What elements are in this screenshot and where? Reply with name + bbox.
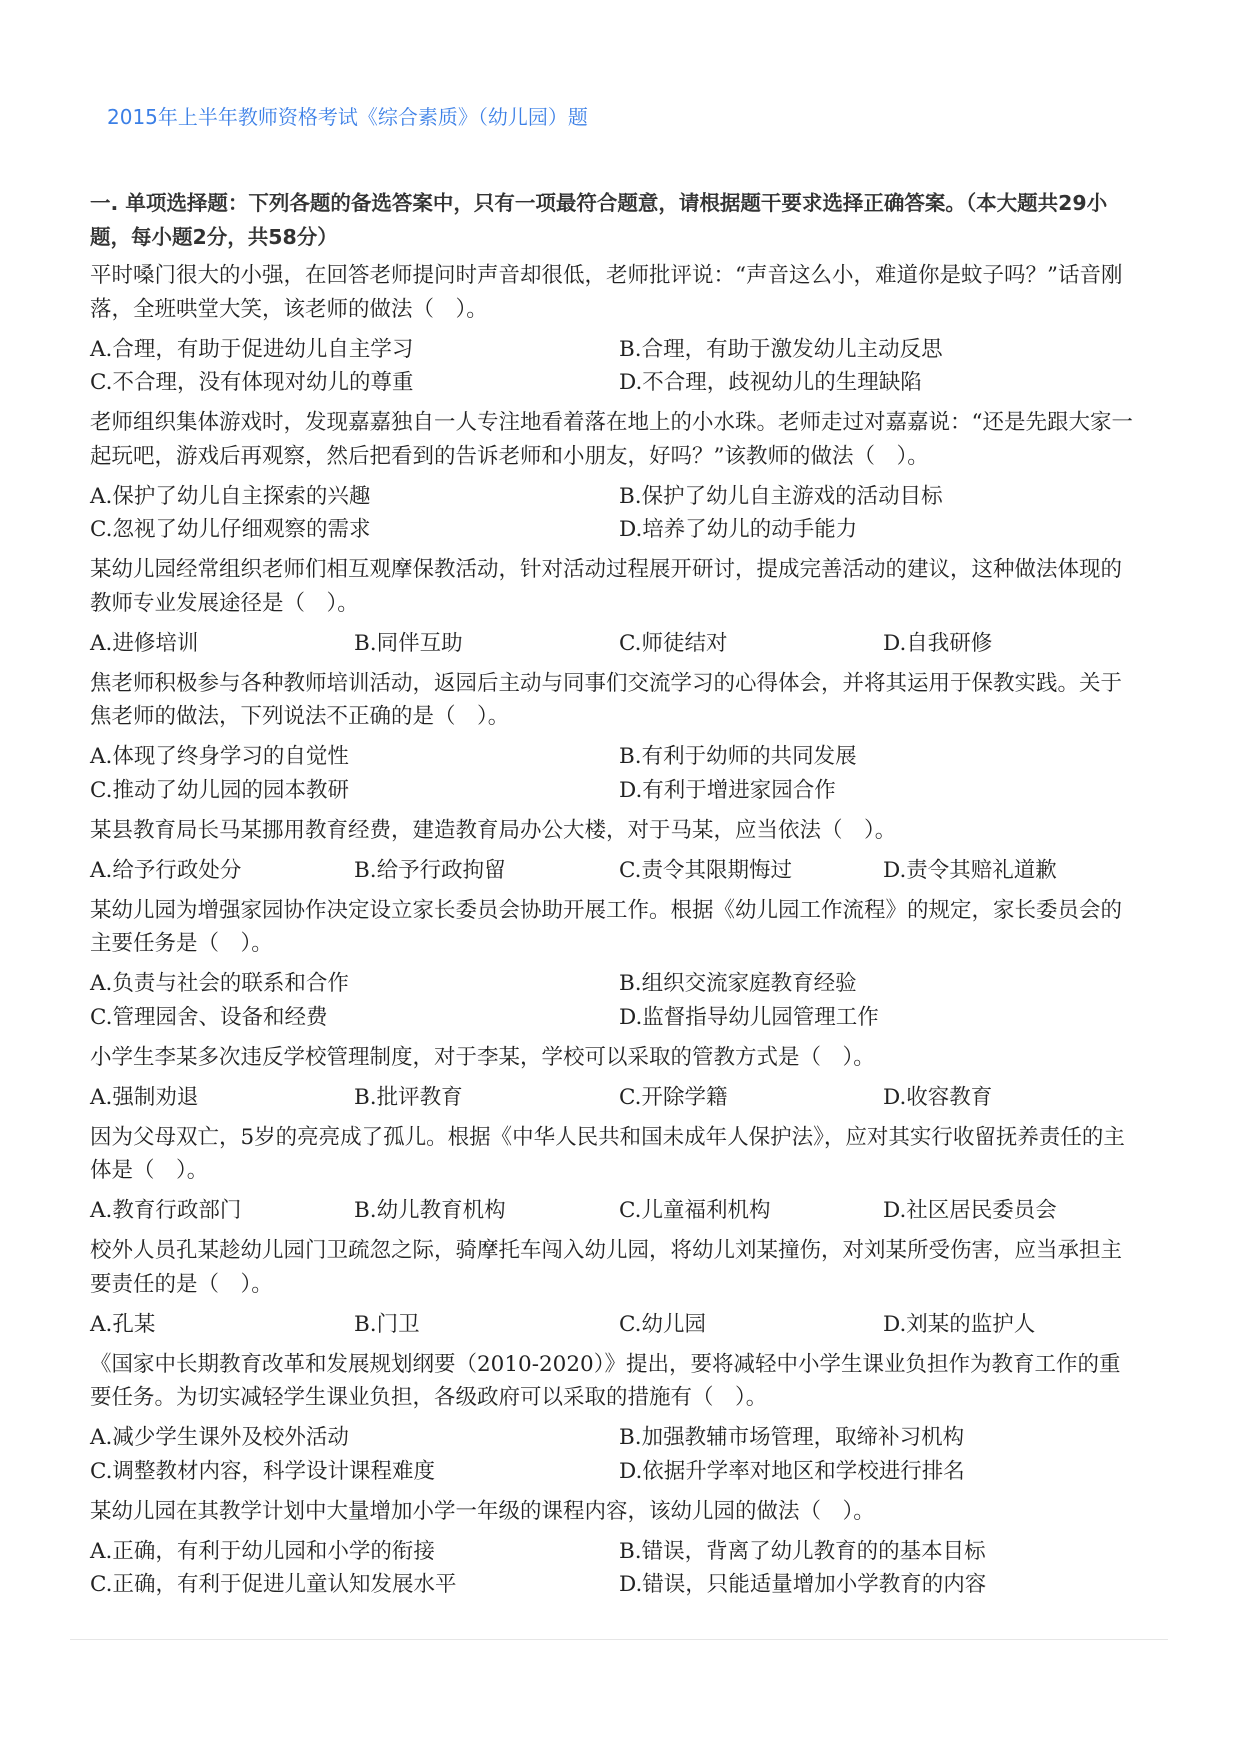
option-list	[0, 1421, 1240, 1488]
option-list	[0, 627, 1240, 661]
option-list	[0, 967, 1240, 1034]
question-text: 某幼儿园在其教学计划中大量增加小学一年级的课程内容，该幼儿园的做法（ ）。	[90, 1498, 875, 1524]
question-stem	[0, 1495, 1140, 1529]
question-item	[0, 1121, 1240, 1228]
question-item	[0, 259, 1240, 400]
option-list	[0, 333, 1240, 400]
section-heading: 一. 单项选择题：下列各题的备选答案中，只有一项最符合题意，请根据题干要求选择正确答案。（本大题共29小题，每小题2分，共58分）	[90, 191, 1108, 249]
option-list	[0, 1535, 1240, 1602]
answer-option: D.社区居民委员会	[883, 1198, 1057, 1223]
question-text: 小学生李某多次违反学校管理制度，对于李某，学校可以采取的管教方式是（ ）。	[90, 1044, 875, 1070]
answer-option: B.组织交流家庭教育经验	[619, 971, 857, 996]
question-text: 校外人员孔某趁幼儿园门卫疏忽之际，骑摩托车闯入幼儿园，将幼儿刘某撞伤，对刘某所受伤害，应当承担主要责任的是（ ）。	[90, 1238, 1123, 1297]
answer-option: C.不合理，没有体现对幼儿的尊重	[90, 370, 414, 395]
option-list	[0, 740, 1240, 807]
question-item	[0, 814, 1240, 888]
answer-option: D.依据升学率对地区和学校进行排名	[619, 1458, 965, 1484]
answer-option: B.有利于幼师的共同发展	[619, 744, 857, 769]
answer-option: A.给予行政处分	[90, 857, 242, 883]
question-text: 老师组织集体游戏时，发现嘉嘉独自一人专注地看着落在地上的小水珠。老师走过对嘉嘉说：“还是先跟大家一起玩吧，游戏后再观察，然后把看到的告诉老师和小朋友，好吗？”该教师的做法（ ）。	[90, 410, 1133, 469]
answer-option: B.幼儿教育机构	[354, 1198, 506, 1223]
question-item	[0, 1348, 1240, 1489]
question-stem	[0, 814, 1140, 848]
answer-option: A.孔某	[90, 1311, 156, 1337]
question-text: 因为父母双亡，5岁的亮亮成了孤儿。根据《中华人民共和国未成年人保护法》，应对其实行收留抚养责任的主体是（ ）。	[90, 1124, 1125, 1183]
answer-option: C.推动了幼儿园的园本教研	[90, 777, 350, 803]
question-item	[0, 406, 1240, 547]
answer-option: A.减少学生课外及校外活动	[90, 1425, 349, 1450]
answer-option: A.合理，有助于促进幼儿自主学习	[90, 336, 414, 362]
question-text: 平时嗓门很大的小强，在回答老师提问时声音却很低，老师批评说：“声音这么小，难道你是蚊子吗？”话音刚落，全班哄堂大笑，该老师的做法（ ）。	[90, 263, 1123, 322]
answer-option: B.批评教育	[354, 1084, 463, 1110]
question-item	[0, 1041, 1240, 1115]
answer-option: C.管理园舍、设备和经费	[90, 1004, 328, 1030]
answer-option: C.责令其限期悔过	[619, 857, 793, 883]
answer-option: D.有利于增进家园合作	[619, 777, 836, 803]
question-stem	[0, 1348, 1140, 1415]
question-list	[0, 259, 1240, 1608]
answer-option: C.开除学籍	[619, 1084, 728, 1110]
question-text: 某幼儿园为增强家园协作决定设立家长委员会协助开展工作。根据《幼儿园工作流程》的规定，家长委员会的主要任务是（ ）。	[90, 897, 1123, 956]
option-list	[0, 1194, 1240, 1228]
answer-option: A.进修培训	[90, 630, 199, 656]
question-stem	[0, 406, 1140, 473]
question-stem	[0, 259, 1140, 326]
question-stem	[0, 553, 1140, 620]
answer-option: C.儿童福利机构	[619, 1198, 771, 1223]
answer-option: C.师徒结对	[619, 630, 728, 656]
answer-option: A.体现了终身学习的自觉性	[90, 744, 349, 769]
question-text: 某县教育局长马某挪用教育经费，建造教育局办公大楼，对于马某，应当依法（ ）。	[90, 817, 897, 843]
question-text: 某幼儿园经常组织老师们相互观摩保教活动，针对活动过程展开研讨，提成完善活动的建议，这种做法体现的教师专业发展途径是（ ）。	[90, 557, 1123, 616]
answer-option: A.保护了幼儿自主探索的兴趣	[90, 483, 371, 509]
answer-option: D.自我研修	[883, 630, 993, 656]
answer-option: B.加强教辅市场管理，取缔补习机构	[619, 1425, 965, 1450]
question-stem	[0, 1234, 1140, 1301]
question-text: 《国家中长期教育改革和发展规划纲要（2010-2020）》提出，要将减轻中小学生课业负担作为教育工作的重要任务。为切实减轻学生课业负担，各级政府可以采取的措施有（ ）。	[90, 1351, 1121, 1410]
answer-option: A.负责与社会的联系和合作	[90, 971, 349, 996]
answer-option: C.正确，有利于促进儿童认知发展水平	[90, 1572, 457, 1597]
option-list	[0, 480, 1240, 547]
question-text: 焦老师积极参与各种教师培训活动，返园后主动与同事们交流学习的心得体会，并将其运用于保教实践。关于焦老师的做法，下列说法不正确的是（ ）。	[90, 670, 1123, 729]
question-item	[0, 1495, 1240, 1602]
answer-option: B.给予行政拘留	[354, 857, 506, 883]
answer-option: C.调整教材内容，科学设计课程难度	[90, 1458, 436, 1484]
page-divider	[70, 1639, 1168, 1640]
option-list	[0, 1308, 1240, 1342]
answer-option: A.教育行政部门	[90, 1198, 242, 1223]
question-stem	[0, 894, 1140, 961]
answer-option: C.幼儿园	[619, 1311, 707, 1337]
answer-option: B.门卫	[354, 1311, 420, 1337]
answer-option: B.错误，背离了幼儿教育的的基本目标	[619, 1538, 986, 1564]
question-stem	[0, 1041, 1140, 1075]
answer-option: B.合理，有助于激发幼儿主动反思	[619, 336, 943, 362]
question-item	[0, 1234, 1240, 1341]
answer-option: C.忽视了幼儿仔细观察的需求	[90, 517, 371, 542]
answer-option: D.收容教育	[883, 1084, 993, 1110]
answer-option: A.强制劝退	[90, 1084, 199, 1110]
answer-option: D.不合理，歧视幼儿的生理缺陷	[619, 370, 922, 395]
question-item	[0, 894, 1240, 1035]
option-list	[0, 854, 1240, 888]
document-title: 2015年上半年教师资格考试《综合素质》（幼儿园）题	[107, 105, 588, 129]
answer-option: D.监督指导幼儿园管理工作	[619, 1004, 879, 1030]
question-stem	[0, 1121, 1140, 1188]
answer-option: D.责令其赔礼道歉	[883, 857, 1057, 883]
answer-option: B.保护了幼儿自主游戏的活动目标	[619, 483, 943, 509]
question-item	[0, 667, 1240, 808]
answer-option: A.正确，有利于幼儿园和小学的衔接	[90, 1538, 435, 1564]
answer-option: D.培养了幼儿的动手能力	[619, 517, 858, 542]
answer-option: D.错误，只能适量增加小学教育的内容	[619, 1572, 987, 1597]
question-item	[0, 553, 1240, 660]
answer-option: D.刘某的监护人	[883, 1311, 1036, 1337]
answer-option: B.同伴互助	[354, 630, 463, 656]
question-stem	[0, 667, 1140, 734]
option-list	[0, 1081, 1240, 1115]
